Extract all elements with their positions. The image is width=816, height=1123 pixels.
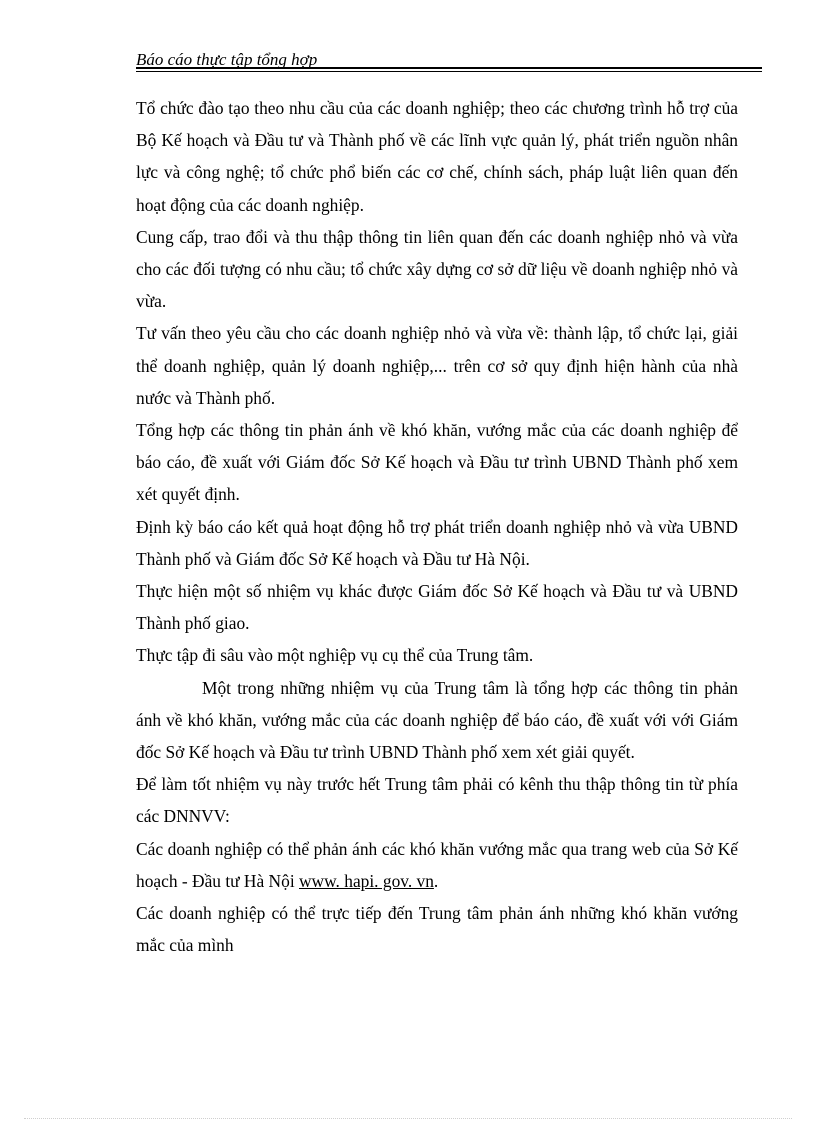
paragraph-other-tasks: Thực hiện một số nhiệm vụ khác được Giám đốc Sở Kế hoạch và Đầu tư và UBND Thành phố giao. xyxy=(136,581,738,634)
web-channel-text: Các doanh nghiệp có thể phản ánh các khó khăn vướng mắc qua trang web của Sở Kế hoạch - Đầu tư Hà Nội xyxy=(136,838,738,891)
paragraph-reporting: Định kỳ báo cáo kết quả hoạt động hỗ trợ phát triển doanh nghiệp nhỏ và vừa UBND Thành phố và Giám đốc Sở Kế hoạch và Đầu tư Hà Nội. xyxy=(136,516,738,569)
page-bottom-border xyxy=(24,1118,792,1119)
paragraph-direct-channel: Các doanh nghiệp có thể trực tiếp đến Trung tâm phản ánh những khó khăn vướng mắc của mình xyxy=(136,903,738,956)
paragraph-internship-focus: Thực tập đi sâu vào một nghiệp vụ cụ thể của Trung tâm. xyxy=(136,645,534,666)
paragraph-information: Cung cấp, trao đổi và thu thập thông tin liên quan đến các doanh nghiệp nhỏ và vừa cho các đối tượng có nhu cầu; tổ chức xây dựng cơ sở dữ liệu về doanh nghiệp nhỏ và vừa. xyxy=(136,226,738,312)
paragraph-channels-intro: Để làm tốt nhiệm vụ này trước hết Trung tâm phải có kênh thu thập thông tin từ phía các DNNVV: xyxy=(136,774,738,827)
website-link[interactable]: www. hapi. gov. vn xyxy=(299,870,434,891)
paragraph-synthesis: Tổng hợp các thông tin phản ánh về khó khăn, vướng mắc của các doanh nghiệp để báo cáo, đề xuất với Giám đốc Sở Kế hoạch và Đầu tư trình UBND Thành phố xem xét quyết định. xyxy=(136,420,738,505)
header-rule-thick xyxy=(136,67,762,69)
document-body xyxy=(136,92,738,961)
paragraph-training: Tổ chức đào tạo theo nhu cầu của các doanh nghiệp; theo các chương trình hỗ trợ của Bộ Kế hoạch và Đầu tư và Thành phố về các lĩnh vực quản lý, phát triển nguồn nhân lực và công nghệ; tổ chức phổ biến các cơ chế, chính sách, pháp luật liên quan đến hoạt động của các doanh nghiệp. xyxy=(136,98,738,215)
paragraph-consulting: Tư vấn theo yêu cầu cho các doanh nghiệp nhỏ và vừa về: thành lập, tổ chức lại, giải thể doanh nghiệp, quản lý doanh nghiệp,... trên cơ sở quy định hiện hành của nhà nước và Thành phố. xyxy=(136,323,738,408)
header-title: Báo cáo thực tập tổng hợp xyxy=(136,50,318,69)
paragraph-web-channel xyxy=(136,833,738,897)
page-header xyxy=(136,50,762,72)
header-rule-thin xyxy=(136,71,762,72)
web-channel-end: . xyxy=(433,870,439,891)
paragraph-main-task: Một trong những nhiệm vụ của Trung tâm là tổng hợp các thông tin phản ánh về khó khăn, vướng mắc của các doanh nghiệp để báo cáo, đề xuất với với Giám đốc Sở Kế hoạch và Đầu tư trình UBND Thành phố xem xét giải quyết. xyxy=(136,677,738,763)
